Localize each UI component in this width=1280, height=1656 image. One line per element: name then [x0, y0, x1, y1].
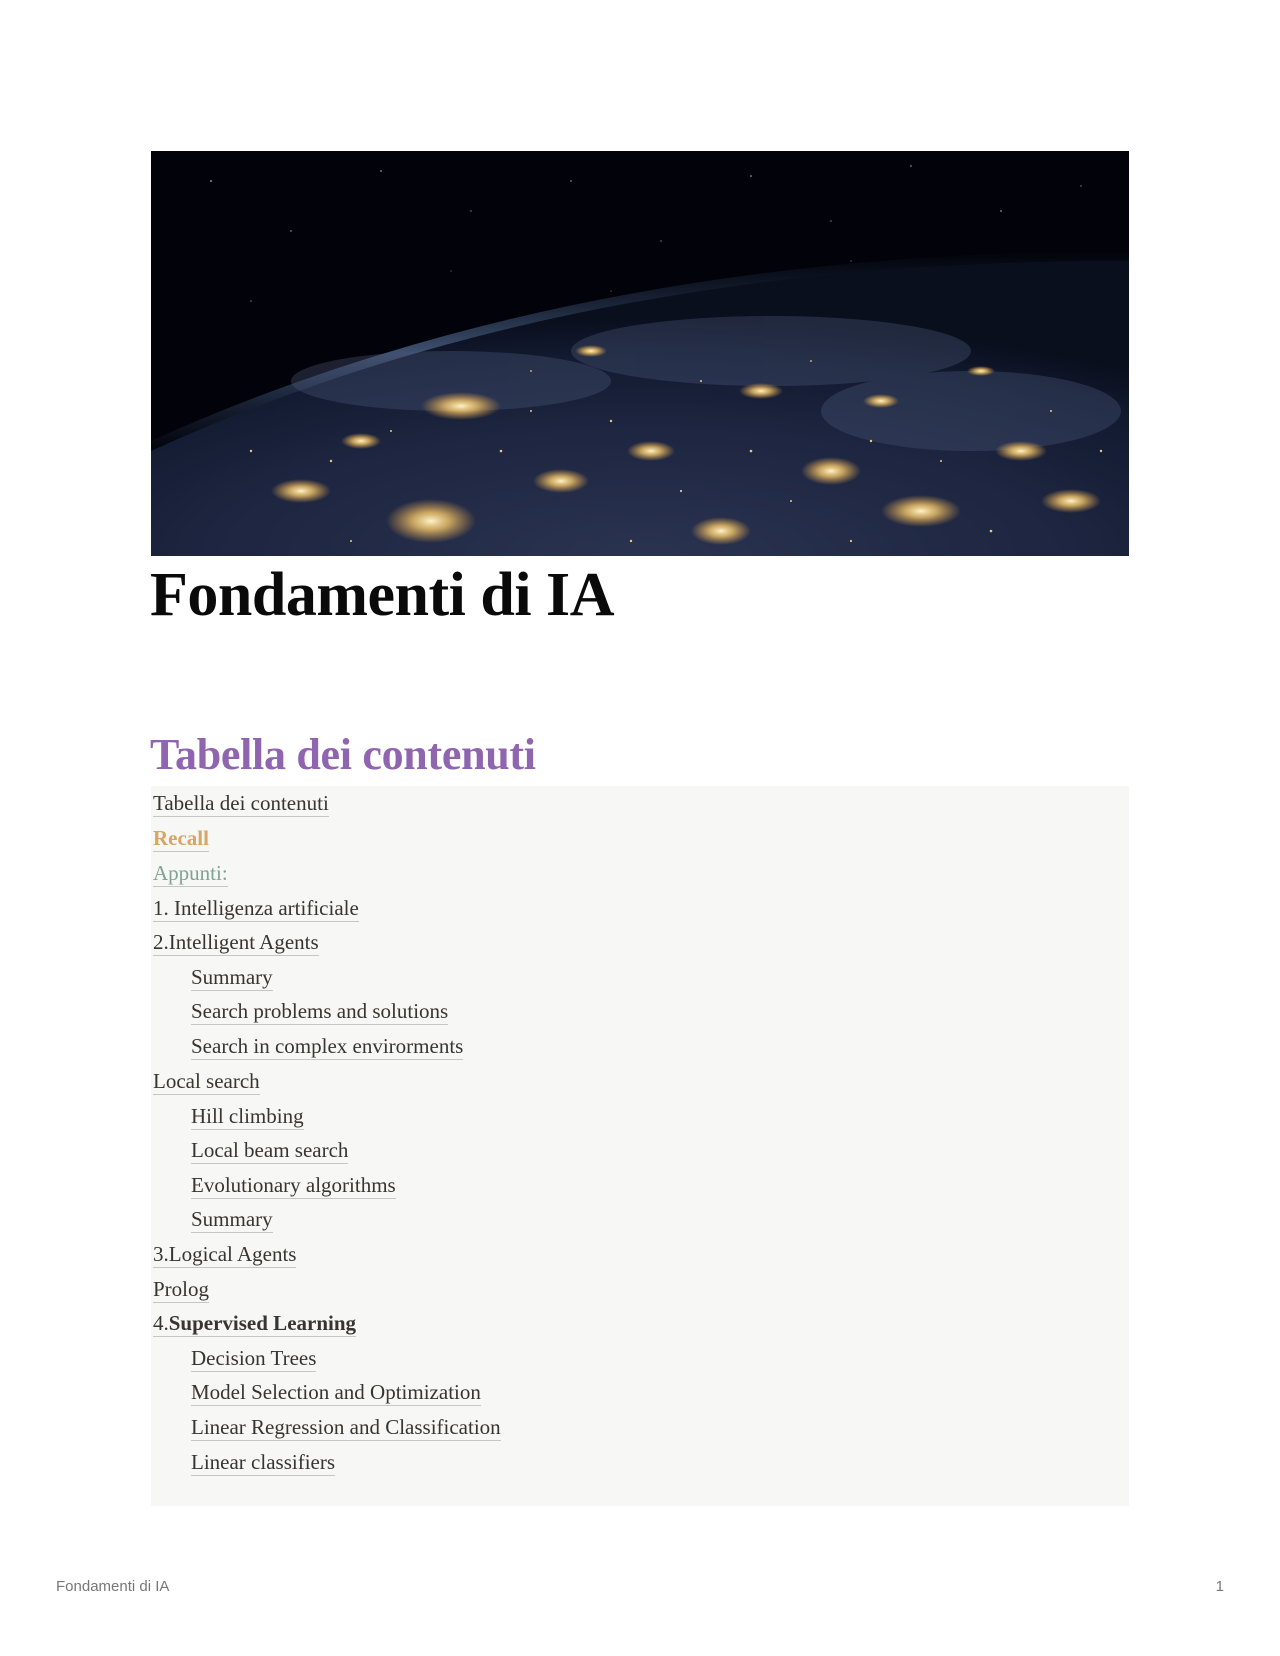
toc-item: [191, 1133, 348, 1167]
toc-heading: Tabella dei contenuti: [150, 730, 536, 779]
toc-link-linear-regression[interactable]: Linear Regression and Classification: [191, 1415, 501, 1439]
toc-item: [153, 821, 209, 855]
toc-link-intelligenza-artificiale[interactable]: 1. Intelligenza artificiale: [153, 896, 359, 920]
toc-item: [191, 1341, 316, 1375]
toc-link-linear-classifiers[interactable]: Linear classifiers: [191, 1450, 336, 1474]
toc-item: [153, 925, 319, 959]
toc-link-local-search[interactable]: Local search: [153, 1069, 260, 1093]
toc-link-appunti[interactable]: Appunti:: [153, 861, 228, 885]
toc-item: [191, 1410, 501, 1444]
table-of-contents: [151, 786, 1129, 1506]
toc-link-local-beam-search[interactable]: Local beam search: [191, 1138, 349, 1162]
toc-item: [153, 1272, 209, 1306]
toc-bold-label: Supervised Learning: [168, 1311, 357, 1335]
toc-link-model-selection[interactable]: Model Selection and Optimization: [191, 1380, 481, 1404]
toc-item: [153, 1237, 296, 1271]
toc-link-hill-climbing[interactable]: Hill climbing: [191, 1104, 304, 1128]
toc-item: [191, 1445, 335, 1479]
toc-item: [191, 994, 448, 1028]
cover-image: [151, 151, 1129, 556]
toc-link-search-complex[interactable]: Search in complex envirorments: [191, 1034, 464, 1058]
toc-item: [191, 1099, 304, 1133]
toc-link-evolutionary[interactable]: Evolutionary algorithms: [191, 1173, 396, 1197]
document-title: Fondamenti di IA: [150, 561, 614, 629]
toc-link-tabella[interactable]: Tabella dei contenuti: [153, 791, 329, 815]
toc-link-recall[interactable]: Recall: [153, 826, 209, 850]
toc-item: [153, 786, 329, 820]
toc-item: [153, 891, 359, 925]
toc-item: [153, 1064, 260, 1098]
toc-item: [191, 1168, 396, 1202]
toc-number: 4.: [153, 1311, 169, 1335]
footer-page-number: 1: [1215, 1578, 1224, 1595]
toc-link-logical-agents[interactable]: 3.Logical Agents: [153, 1242, 297, 1266]
toc-item: [191, 1029, 463, 1063]
toc-link-search-problems[interactable]: Search problems and solutions: [191, 999, 449, 1023]
toc-link-summary[interactable]: Summary: [191, 965, 273, 989]
footer-document-title: Fondamenti di IA: [56, 1578, 170, 1595]
toc-link-supervised-learning[interactable]: [153, 1311, 356, 1337]
toc-item: [153, 1306, 356, 1340]
toc-link-prolog[interactable]: Prolog: [153, 1277, 210, 1301]
toc-link-intelligent-agents[interactable]: 2.Intelligent Agents: [153, 930, 319, 954]
toc-link-summary-2[interactable]: Summary: [191, 1207, 273, 1231]
toc-item: [191, 960, 273, 994]
earth-at-night-image: [151, 151, 1129, 556]
toc-item: [191, 1375, 481, 1409]
toc-item: [191, 1202, 273, 1236]
toc-link-decision-trees[interactable]: Decision Trees: [191, 1346, 317, 1370]
toc-item: [153, 856, 228, 890]
